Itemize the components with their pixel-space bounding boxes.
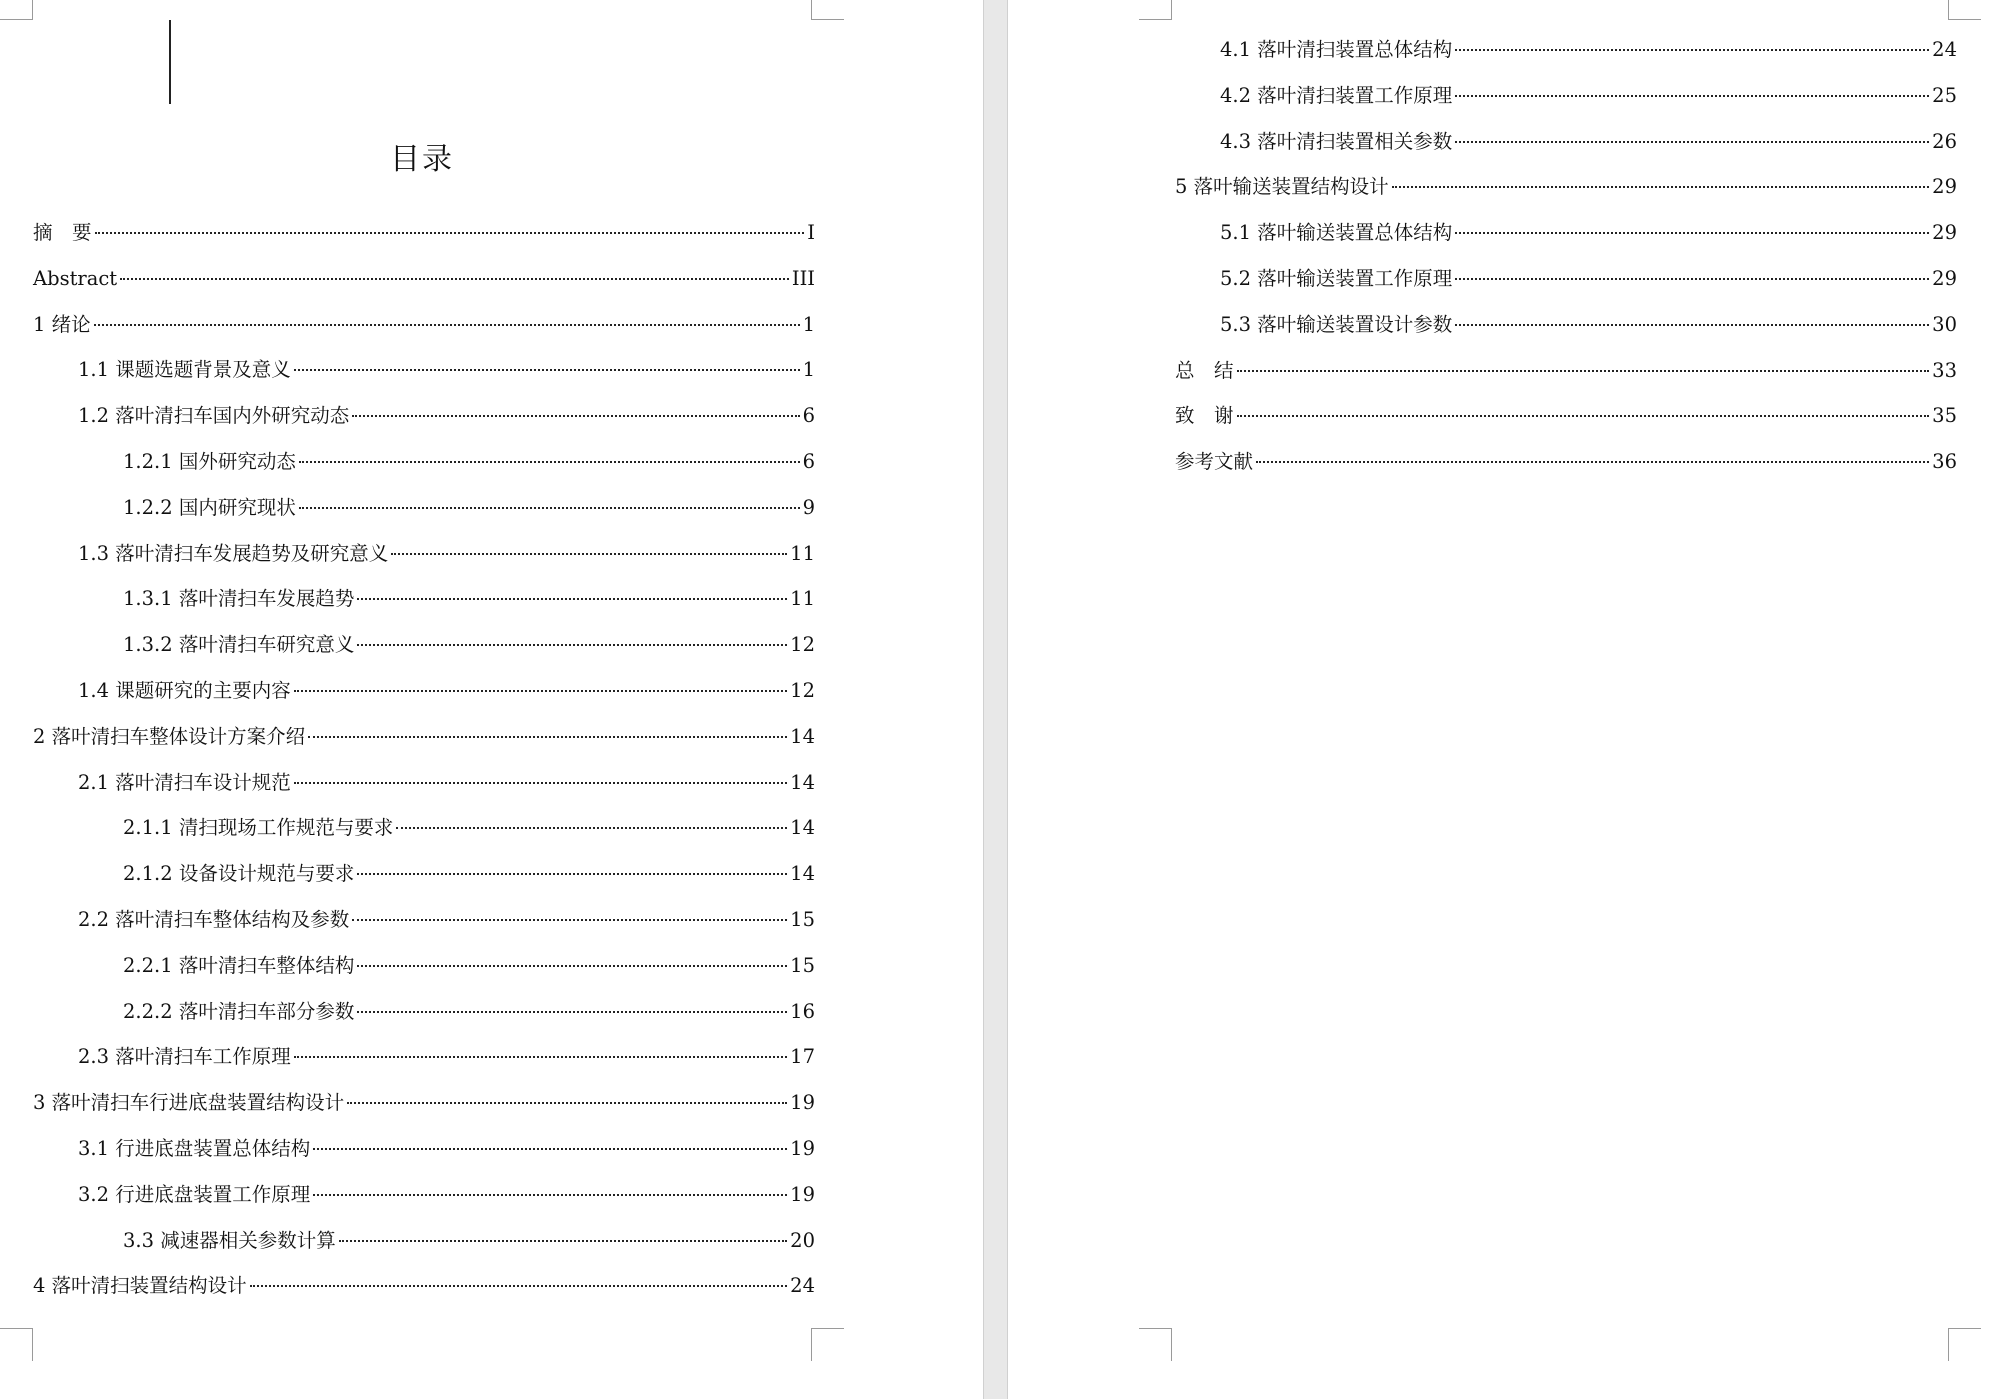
- dot-leader: [1237, 415, 1930, 417]
- toc-entry-label: 4.1 落叶清扫装置总体结构: [1220, 38, 1453, 61]
- toc-entry-label: 5.3 落叶输送装置设计参数: [1220, 312, 1453, 336]
- toc-entry-label: 1.2.2 国内研究现状: [123, 495, 296, 519]
- dot-leader: [313, 1148, 787, 1150]
- toc-entry-page-number: 12: [790, 678, 815, 702]
- toc-entry-label: 1.3.2 落叶清扫车研究意义: [123, 633, 355, 657]
- dot-leader: [299, 507, 800, 509]
- corner-crop-mark: [1948, 0, 1981, 20]
- dot-leader: [357, 598, 787, 600]
- toc-entry-label: 5 落叶输送装置结构设计: [1175, 175, 1389, 199]
- toc-entry-page-number: 9: [802, 495, 815, 519]
- dot-leader: [313, 1194, 787, 1196]
- toc-entry[interactable]: [33, 668, 815, 714]
- toc-entry[interactable]: [33, 439, 815, 485]
- toc-entry-label: 致 谢: [1175, 404, 1234, 428]
- toc-title: 目录: [390, 142, 454, 177]
- toc-entry[interactable]: [33, 897, 815, 943]
- toc-entry-label: 1.1 课题选题背景及意义: [78, 358, 291, 382]
- toc-entry-label: 3 落叶清扫车行进底盘装置结构设计: [33, 1091, 345, 1115]
- toc-entry[interactable]: [33, 302, 815, 348]
- dot-leader: [1455, 95, 1929, 97]
- toc-entry[interactable]: [33, 1126, 815, 1172]
- dot-leader: [357, 965, 787, 967]
- toc-entry-page-number: 14: [790, 862, 815, 886]
- dot-leader: [339, 1240, 787, 1242]
- toc-entry-page-number: I: [807, 221, 815, 244]
- dot-leader: [352, 415, 799, 417]
- toc-entry[interactable]: [33, 714, 815, 760]
- toc-entry-page-number: III: [791, 266, 815, 290]
- dot-leader: [1455, 324, 1929, 326]
- toc-entry[interactable]: [33, 485, 815, 531]
- toc-entry[interactable]: [1175, 302, 1957, 348]
- toc-entry-label: 3.2 行进底盘装置工作原理: [78, 1182, 311, 1206]
- toc-entry-page-number: 6: [802, 404, 815, 428]
- toc-entry-label: 2.2.2 落叶清扫车部分参数: [123, 999, 355, 1023]
- toc-entry[interactable]: [33, 576, 815, 622]
- toc-entry-page-number: 6: [802, 449, 815, 473]
- toc-list-left: [33, 210, 815, 1309]
- dot-leader: [299, 461, 800, 463]
- toc-entry[interactable]: [1175, 348, 1957, 394]
- toc-entry[interactable]: [33, 1263, 815, 1309]
- toc-entry-page-number: 33: [1932, 358, 1957, 382]
- dot-leader: [347, 1102, 787, 1104]
- toc-entry[interactable]: [33, 210, 815, 256]
- toc-entry-page-number: 20: [790, 1228, 815, 1252]
- toc-entry-page-number: 19: [790, 1136, 815, 1160]
- toc-entry[interactable]: [33, 760, 815, 806]
- toc-entry[interactable]: [33, 1172, 815, 1218]
- dot-leader: [1455, 232, 1929, 234]
- toc-entry-label: 5.2 落叶输送装置工作原理: [1220, 266, 1453, 290]
- toc-entry-page-number: 17: [790, 1045, 815, 1069]
- toc-entry-page-number: 24: [1932, 38, 1957, 61]
- toc-entry-page-number: 29: [1932, 221, 1957, 245]
- toc-entry-page-number: 24: [790, 1274, 815, 1298]
- toc-entry-label: 2 落叶清扫车整体设计方案介绍: [33, 724, 306, 748]
- dot-leader: [120, 278, 789, 280]
- toc-entry-label: 总 结: [1175, 358, 1234, 382]
- dot-leader: [294, 782, 787, 784]
- toc-entry[interactable]: [33, 943, 815, 989]
- toc-entry-label: 2.1 落叶清扫车设计规范: [78, 770, 291, 794]
- toc-entry-label: 1.4 课题研究的主要内容: [78, 678, 291, 702]
- toc-entry[interactable]: [33, 1034, 815, 1080]
- dot-leader: [357, 644, 787, 646]
- toc-entry[interactable]: [1175, 27, 1957, 73]
- toc-entry-label: 参考文献: [1175, 450, 1254, 474]
- toc-entry[interactable]: [1175, 439, 1957, 485]
- toc-entry-label: 4 落叶清扫装置结构设计: [33, 1274, 247, 1298]
- dot-leader: [357, 1011, 787, 1013]
- dot-leader: [1392, 186, 1930, 188]
- dot-leader: [1237, 370, 1930, 372]
- toc-entry-page-number: 15: [790, 907, 815, 931]
- toc-entry-page-number: 11: [790, 587, 815, 611]
- toc-entry[interactable]: [33, 347, 815, 393]
- toc-entry-page-number: 19: [790, 1091, 815, 1115]
- corner-crop-mark: [811, 1328, 844, 1361]
- toc-entry-page-number: 16: [790, 999, 815, 1023]
- toc-entry-label: 4.3 落叶清扫装置相关参数: [1220, 129, 1453, 153]
- toc-entry-page-number: 19: [790, 1182, 815, 1206]
- toc-entry-label: Abstract: [33, 266, 118, 290]
- toc-entry[interactable]: [1175, 164, 1957, 210]
- toc-entry[interactable]: [1175, 256, 1957, 302]
- toc-entry-page-number: 29: [1932, 175, 1957, 199]
- dot-leader: [1455, 49, 1929, 51]
- toc-entry-label: 4.2 落叶清扫装置工作原理: [1220, 83, 1453, 107]
- toc-entry-label: 2.1.1 清扫现场工作规范与要求: [123, 816, 394, 840]
- corner-crop-mark: [811, 0, 844, 20]
- dot-leader: [352, 919, 787, 921]
- toc-entry-label: 1.2 落叶清扫车国内外研究动态: [78, 404, 350, 428]
- toc-entry[interactable]: [1175, 119, 1957, 165]
- corner-crop-mark: [0, 1328, 33, 1361]
- page-gutter: [983, 0, 1008, 1399]
- toc-entry[interactable]: [33, 622, 815, 668]
- toc-entry-page-number: 1: [802, 312, 815, 336]
- toc-entry-label: 1 绪论: [33, 312, 91, 336]
- toc-entry-label: 3.3 减速器相关参数计算: [123, 1228, 336, 1252]
- toc-entry-page-number: 35: [1932, 404, 1957, 428]
- toc-entry-label: 1.3.1 落叶清扫车发展趋势: [123, 587, 355, 611]
- toc-entry-page-number: 14: [790, 724, 815, 748]
- toc-entry-page-number: 30: [1932, 312, 1957, 336]
- toc-entry-label: 摘 要: [33, 221, 92, 244]
- toc-entry-label: 2.3 落叶清扫车工作原理: [78, 1045, 291, 1069]
- toc-entry-label: 5.1 落叶输送装置总体结构: [1220, 221, 1453, 245]
- toc-entry-page-number: 15: [790, 953, 815, 977]
- dot-leader: [294, 690, 787, 692]
- toc-entry[interactable]: [1175, 73, 1957, 119]
- toc-entry[interactable]: [33, 1218, 815, 1264]
- toc-entry-page-number: 1: [802, 358, 815, 382]
- dot-leader: [250, 1285, 788, 1287]
- dot-leader: [1256, 461, 1929, 463]
- toc-entry-label: 2.2.1 落叶清扫车整体结构: [123, 953, 355, 977]
- text-cursor: [169, 20, 171, 104]
- corner-crop-mark: [1948, 1328, 1981, 1361]
- dot-leader: [357, 873, 787, 875]
- toc-entry[interactable]: [33, 393, 815, 439]
- toc-entry[interactable]: [33, 1080, 815, 1126]
- corner-crop-mark: [1139, 1328, 1172, 1361]
- toc-entry[interactable]: [1175, 393, 1957, 439]
- toc-entry-page-number: 14: [790, 816, 815, 840]
- toc-entry[interactable]: [1175, 210, 1957, 256]
- corner-crop-mark: [1139, 0, 1172, 20]
- toc-entry-label: 2.2 落叶清扫车整体结构及参数: [78, 907, 350, 931]
- toc-entry-label: 3.1 行进底盘装置总体结构: [78, 1136, 311, 1160]
- toc-entry[interactable]: [33, 805, 815, 851]
- dot-leader: [1455, 141, 1929, 143]
- dot-leader: [396, 827, 787, 829]
- toc-entry[interactable]: [33, 851, 815, 897]
- toc-entry-label: 2.1.2 设备设计规范与要求: [123, 862, 355, 886]
- dot-leader: [294, 369, 800, 371]
- dot-leader: [391, 553, 787, 555]
- toc-entry-page-number: 29: [1932, 266, 1957, 290]
- dot-leader: [294, 1056, 787, 1058]
- toc-entry-label: 1.2.1 国外研究动态: [123, 449, 296, 473]
- toc-entry-page-number: 12: [790, 633, 815, 657]
- toc-entry[interactable]: [33, 256, 815, 302]
- dot-leader: [1455, 278, 1929, 280]
- toc-entry-page-number: 11: [790, 541, 815, 565]
- toc-entry-page-number: 36: [1932, 450, 1957, 474]
- toc-list-right: [1175, 27, 1957, 485]
- dot-leader: [94, 324, 800, 326]
- toc-entry-label: 1.3 落叶清扫车发展趋势及研究意义: [78, 541, 389, 565]
- toc-entry-page-number: 26: [1932, 129, 1957, 153]
- toc-entry[interactable]: [33, 531, 815, 577]
- toc-entry[interactable]: [33, 989, 815, 1035]
- toc-entry-page-number: 25: [1932, 83, 1957, 107]
- dot-leader: [308, 736, 787, 738]
- corner-crop-mark: [0, 0, 33, 20]
- dot-leader: [95, 232, 805, 234]
- toc-entry-page-number: 14: [790, 770, 815, 794]
